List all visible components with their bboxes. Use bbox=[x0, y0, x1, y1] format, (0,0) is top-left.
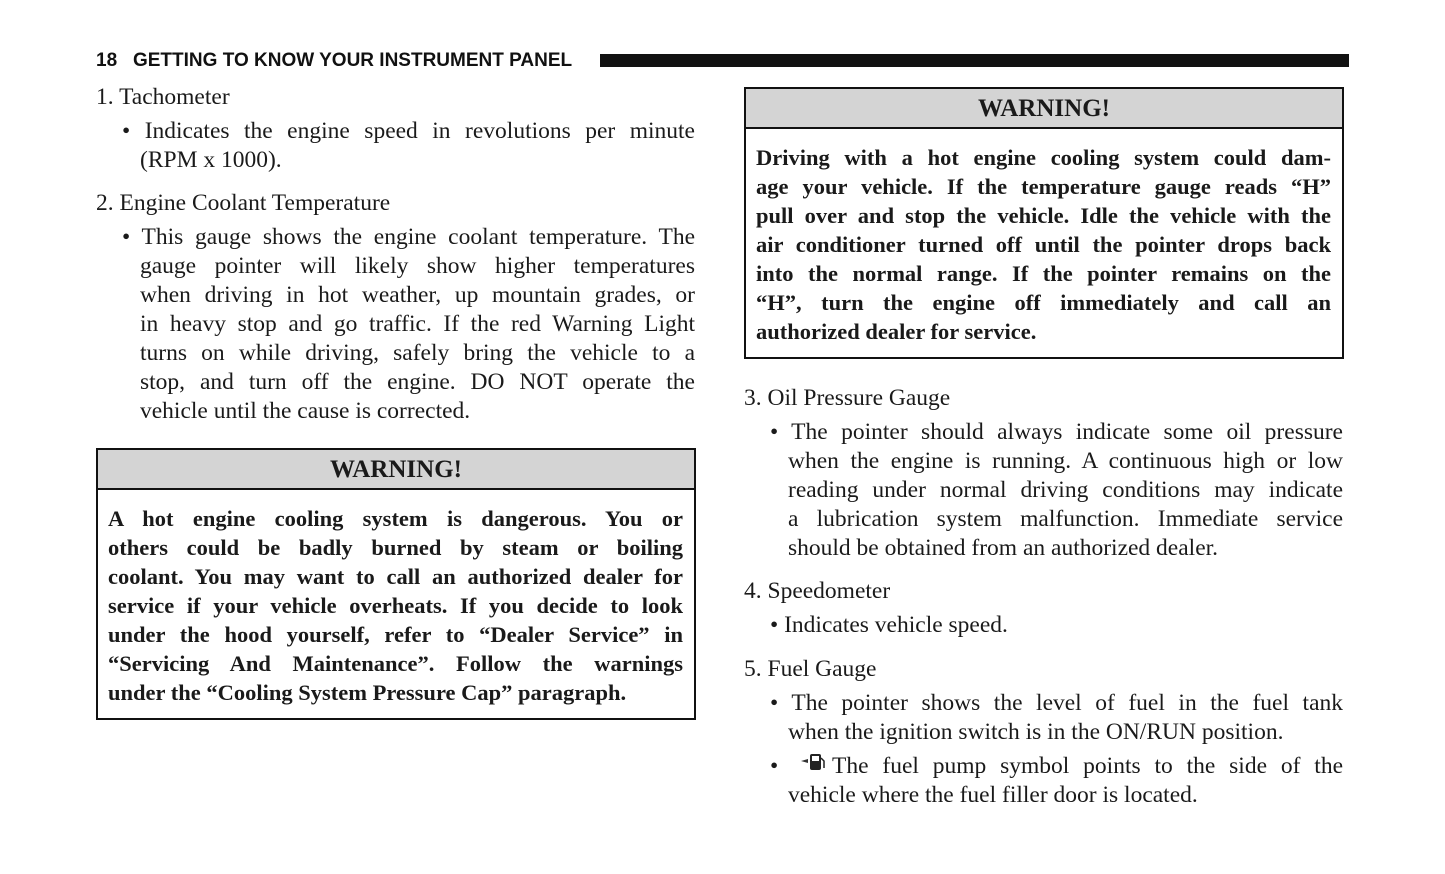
bullet-line: The fuel pump symbol points to the side of the bbox=[832, 753, 1343, 779]
bullet-line: (RPM x 1000). bbox=[140, 147, 282, 173]
warning-text-line: under the hood yourself, refer to “Dealer Service” in bbox=[108, 622, 683, 647]
list-item-title: 1. Tachometer bbox=[96, 84, 230, 110]
page-number: 18 bbox=[96, 50, 118, 71]
warning-text-line: pull over and stop the vehicle. Idle the vehicle with the bbox=[756, 203, 1331, 228]
bullet-line: should be obtained from an authorized dealer. bbox=[788, 535, 1219, 561]
bullet-line: gauge pointer will likely show higher temperatures bbox=[140, 253, 695, 279]
warning-text-line: air conditioner turned off until the pointer drops back bbox=[756, 232, 1331, 257]
list-item-title: 4. Speedometer bbox=[744, 578, 891, 604]
bullet-line: • The pointer shows the level of fuel in the fuel tank bbox=[770, 690, 1343, 716]
bullet-line: when the engine is running. A continuous high or low bbox=[788, 448, 1343, 474]
bullet-line: reading under normal driving conditions may indicate bbox=[788, 477, 1343, 503]
warning-text-line: others could be badly burned by steam or boiling bbox=[108, 535, 683, 560]
warning-text-line: age your vehicle. If the temperature gauge reads “H” bbox=[756, 174, 1331, 199]
list-item-title: 3. Oil Pressure Gauge bbox=[744, 385, 951, 411]
section-title: GETTING TO KNOW YOUR INSTRUMENT PANEL bbox=[132, 50, 573, 71]
warning-text-line: “H”, turn the engine off immediately and call an bbox=[756, 290, 1331, 315]
bullet-line: turns on while driving, safely bring the vehicle to a bbox=[140, 340, 695, 366]
bullet-line: when the ignition switch is in the ON/RUN position. bbox=[788, 719, 1284, 745]
warning-text-line: under the “Cooling System Pressure Cap” paragraph. bbox=[108, 680, 627, 705]
bullet-line: • The pointer should always indicate some oil pressure bbox=[770, 419, 1343, 445]
list-item-title: 5. Fuel Gauge bbox=[744, 656, 877, 682]
warning-text-line: A hot engine cooling system is dangerous. You or bbox=[108, 506, 683, 531]
warning-text-line: authorized dealer for service. bbox=[756, 319, 1037, 344]
warning-text-line: into the normal range. If the pointer remains on the bbox=[756, 261, 1331, 286]
warning-text-line: coolant. You may want to call an authorized dealer for bbox=[108, 564, 683, 589]
fuel-pump-icon bbox=[800, 752, 826, 777]
bullet-mark: • bbox=[770, 753, 779, 779]
bullet-line: • Indicates vehicle speed. bbox=[770, 612, 1008, 638]
bullet-line: vehicle until the cause is corrected. bbox=[140, 398, 471, 424]
warning-title: WARNING! bbox=[98, 450, 694, 490]
running-header bbox=[96, 50, 572, 72]
header-rule bbox=[600, 54, 1349, 67]
bullet-line: • Indicates the engine speed in revolutions per minute bbox=[122, 118, 695, 144]
list-item-title: 2. Engine Coolant Temperature bbox=[96, 190, 391, 216]
bullet-line: a lubrication system malfunction. Immediate service bbox=[788, 506, 1343, 532]
bullet-line: • This gauge shows the engine coolant temperature. The bbox=[122, 224, 695, 250]
warning-text-line: Driving with a hot engine cooling system could dam- bbox=[756, 145, 1331, 170]
warning-text-line: “Servicing And Maintenance”. Follow the warnings bbox=[108, 651, 683, 676]
bullet-line: vehicle where the fuel filler door is located. bbox=[788, 782, 1198, 808]
bullet-line: when driving in hot weather, up mountain grades, or bbox=[140, 282, 695, 308]
warning-title: WARNING! bbox=[746, 89, 1342, 129]
warning-text-line: service if your vehicle overheats. If you decide to look bbox=[108, 593, 683, 618]
bullet-line: stop, and turn off the engine. DO NOT operate the bbox=[140, 369, 695, 395]
bullet-line: in heavy stop and go traffic. If the red Warning Light bbox=[140, 311, 695, 337]
